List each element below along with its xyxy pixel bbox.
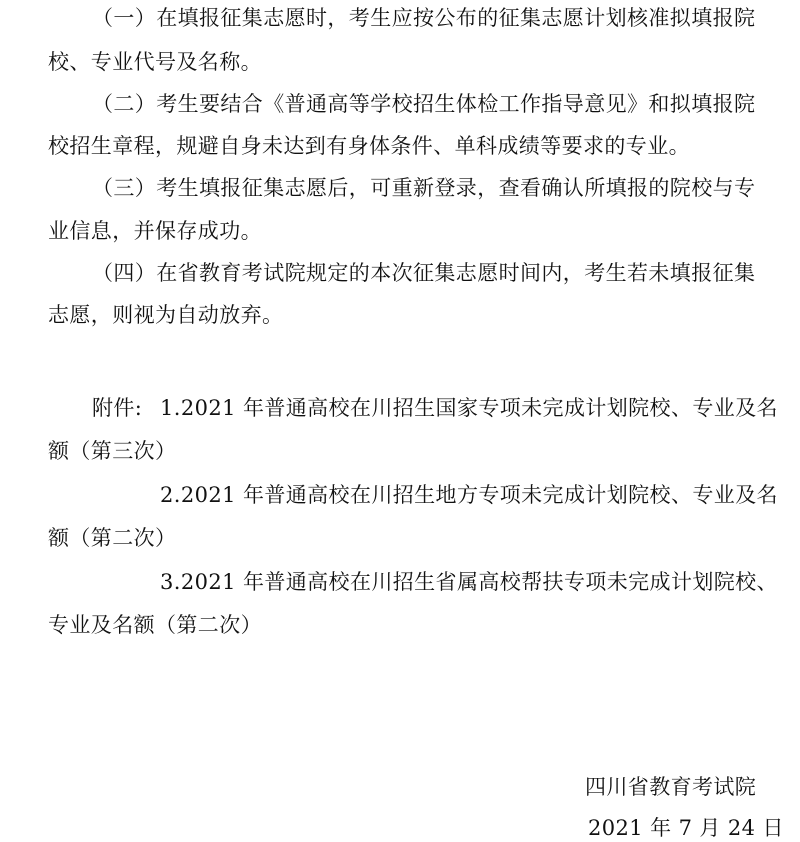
note-4-line-1: （四）在省教育考试院规定的本次征集志愿时间内，考生若未填报征集 — [92, 261, 756, 285]
attachment-3-line-1: 3.2021 年普通高校在川招生省属高校帮扶专项未完成计划院校、 — [160, 570, 778, 594]
attachment-1-line-2: 额（第三次） — [48, 439, 177, 463]
attachments-label: 附件: — [92, 396, 143, 420]
attachment-2-line-1: 2.2021 年普通高校在川招生地方专项未完成计划院校、专业及名 — [160, 483, 778, 507]
signature-date: 2021 年 7 月 24 日 — [588, 816, 784, 840]
note-3-line-1: （三）考生填报征集志愿后，可重新登录，查看确认所填报的院校与专 — [92, 176, 756, 200]
note-2-line-1: （二）考生要结合《普通高等学校招生体检工作指导意见》和拟填报院 — [92, 92, 756, 116]
note-1-line-2: 校、专业代号及名称。 — [48, 50, 262, 74]
attachment-1-line-1: 1.2021 年普通高校在川招生国家专项未完成计划院校、专业及名 — [160, 396, 778, 420]
note-3-line-2: 业信息，并保存成功。 — [48, 219, 262, 243]
attachment-3-line-2: 专业及名额（第二次） — [48, 613, 262, 637]
signature-organization: 四川省教育考试院 — [585, 775, 757, 799]
note-4-line-2: 志愿，则视为自动放弃。 — [48, 303, 284, 327]
attachment-2-line-2: 额（第二次） — [48, 526, 177, 550]
note-1-line-1: （一）在填报征集志愿时，考生应按公布的征集志愿计划核准拟填报院 — [92, 6, 756, 30]
note-2-line-2: 校招生章程，规避自身未达到有身体条件、单科成绩等要求的专业。 — [48, 134, 690, 158]
